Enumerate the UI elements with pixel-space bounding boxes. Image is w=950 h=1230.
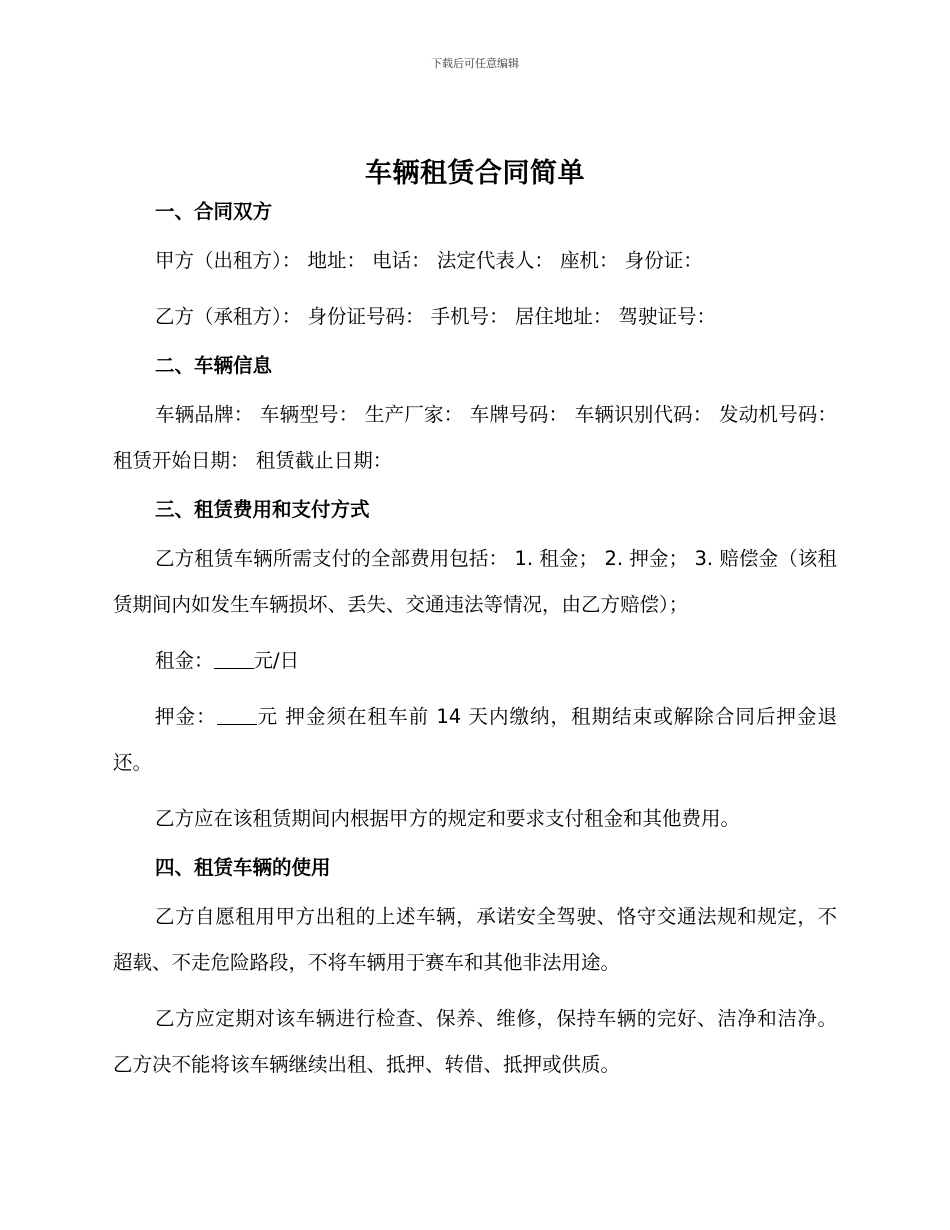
usage-paragraph-1: 乙方自愿租用甲方出租的上述车辆，承诺安全驾驶、恪守交通法规和规定，不超载、不走危险路段，不将车辆用于赛车和其他非法用途。 (113, 905, 837, 974)
deposit-paragraph (113, 694, 837, 786)
document-title: 车辆租赁合同简单 (365, 158, 585, 189)
section-heading-fees: 三、租赁费用和支付方式 (155, 498, 370, 521)
section-heading-usage: 四、租赁车辆的使用 (155, 856, 331, 879)
deposit-label: 押金： (155, 705, 217, 728)
rent-blank (214, 648, 254, 669)
rent-unit: 元/日 (253, 649, 300, 672)
party-a-line: 甲方（出租方）： 地址： 电话： 法定代表人： 座机： 身份证： (155, 249, 703, 272)
header-note: 下载后可任意编辑 (431, 57, 519, 70)
payment-note: 乙方应在该租赁期间内根据甲方的规定和要求支付租金和其他费用。 (155, 807, 741, 830)
vehicle-info-paragraph: 车辆品牌： 车辆型号： 生产厂家： 车牌号码： 车辆识别代码： 发动机号码： 租赁开始日期： 租赁截止日期： (113, 403, 837, 472)
deposit-blank (217, 704, 257, 725)
rent-label: 租金： (155, 649, 214, 672)
document-body (113, 196, 837, 1088)
usage-paragraph-2: 乙方应定期对该车辆进行检查、保养、维修，保持车辆的完好、洁净和洁净。乙方决不能将该车辆继续出租、抵押、转借、抵押或供质。 (113, 1007, 837, 1076)
party-b-line: 乙方（承租方）： 身份证号码： 手机号： 居住地址： 驾驶证号： (155, 305, 717, 328)
rent-line (113, 638, 837, 684)
deposit-text: 元 押金须在租车前 14 天内缴纳，租期结束或解除合同后押金退还。 (113, 705, 837, 774)
fees-paragraph: 乙方租赁车辆所需支付的全部费用包括： 1. 租金； 2. 押金； 3. 赔偿金（该租赁期间内如发生车辆损坏、丢失、交通违法等情况，由乙方赔偿）； (113, 547, 837, 616)
section-heading-parties: 一、合同双方 (155, 200, 273, 223)
section-heading-vehicle: 二、车辆信息 (155, 354, 273, 377)
